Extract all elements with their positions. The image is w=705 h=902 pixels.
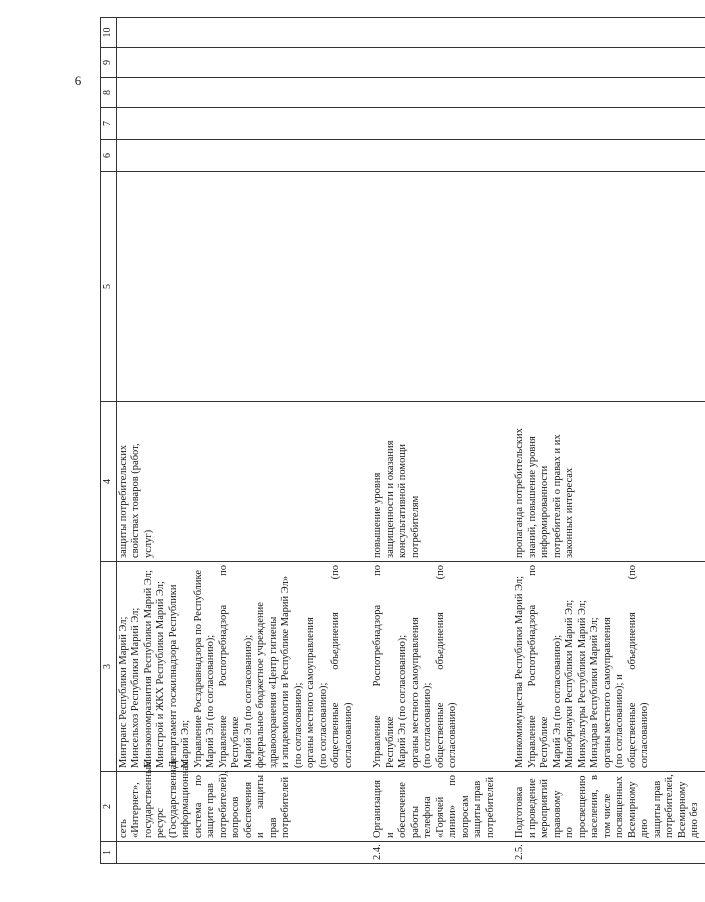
text-line: общественные объединения (по согласованию) <box>434 565 458 768</box>
text-line: просвещению <box>576 775 588 838</box>
result-cell <box>116 402 358 562</box>
text-line: Всемирному дню без <box>676 781 700 838</box>
empty-cell-col-5 <box>500 172 705 402</box>
row-number-cell <box>500 842 705 864</box>
text-line: Минздрав Республики Марий Эл; <box>589 617 600 768</box>
text-line: законных интересах <box>564 467 575 558</box>
empty-cell-col-5 <box>116 172 358 402</box>
empty-cell-col-10 <box>500 18 705 48</box>
col-header-6: 6 <box>101 140 117 172</box>
page-number: 6 <box>74 72 82 88</box>
empty-cell-col-9 <box>116 48 358 78</box>
text-line: защищенности и оказания <box>384 440 396 558</box>
table-row <box>116 18 358 864</box>
empty-cell-col-9 <box>358 48 500 78</box>
event-cell <box>358 772 500 842</box>
text-line: защиты потребительских <box>117 444 129 558</box>
text-line: (Государственная <box>167 759 179 838</box>
empty-cell-col-8 <box>116 78 358 108</box>
text-line: (по согласованию); <box>422 682 433 768</box>
text-line: Минтранс Республики Марий Эл; <box>117 616 129 768</box>
empty-cell-col-7 <box>116 108 358 140</box>
empty-cell-col-9 <box>500 48 705 78</box>
measures-table <box>100 17 705 864</box>
empty-cell-col-7 <box>500 108 705 140</box>
text-line: Минсельхоз Республики Марий Эл; <box>130 607 141 768</box>
text-line: (по согласованию); <box>292 682 304 768</box>
text-line: органы местного самоуправления <box>601 617 613 768</box>
text-line: (по согласованию); и <box>614 674 625 768</box>
row-number-cell <box>116 842 358 864</box>
text-line: потребителей о правах и их <box>551 434 563 558</box>
text-line: Всемирному дню <box>626 781 650 838</box>
text-line: по <box>564 827 575 838</box>
col-header-1: 1 <box>101 842 117 864</box>
text-line: Минобрнауки Республики Марий Эл; <box>564 599 575 768</box>
col-header-4: 4 <box>101 402 117 562</box>
text-line: вопросов обеспечения <box>230 781 254 838</box>
row-number: 2.5. <box>514 844 525 860</box>
text-line: пропаганда потребительских <box>514 428 525 558</box>
text-line: Департамент госжилнадзора Республики <box>167 584 179 768</box>
table-row <box>358 18 500 864</box>
empty-cell-col-10 <box>358 18 500 48</box>
text-line: информационная <box>180 761 191 838</box>
col-header-10: 10 <box>101 18 117 48</box>
empty-cell-col-6 <box>358 140 500 172</box>
empty-cell-col-8 <box>500 78 705 108</box>
text-line: консультативной помощи <box>397 443 408 558</box>
text-line: Организация <box>372 780 383 838</box>
text-line: (по согласованию); <box>317 682 329 768</box>
text-line: потребителей), <box>217 770 229 838</box>
text-line: знаний, повышение уровня <box>526 436 538 558</box>
text-line: ресурс <box>155 808 166 838</box>
text-line: услуг) <box>142 529 154 558</box>
executors-cell <box>500 562 705 772</box>
text-line: государственный <box>142 761 154 838</box>
text-line: общественные объединения (по согласованию) <box>330 565 354 768</box>
text-line: мероприятий правовому <box>539 779 563 838</box>
text-line: защиты прав <box>651 780 663 838</box>
text-line: и проведение <box>526 778 538 838</box>
text-line: Марий Эл (по согласованию); <box>551 634 563 768</box>
text-line: линии» по вопросам <box>447 775 471 838</box>
executors-cell <box>358 562 500 772</box>
table-row <box>500 18 705 864</box>
text-line: органы местного самоуправления <box>409 617 421 768</box>
text-line: Управление Росздравнадзора по Республике <box>192 569 204 768</box>
text-line: потребителей <box>484 776 496 838</box>
text-line: общественные объединения (по согласованию) <box>626 565 650 768</box>
col-header-9: 9 <box>101 48 117 78</box>
empty-cell-col-6 <box>500 140 705 172</box>
text-line: органы местного самоуправления <box>305 617 316 768</box>
text-line: свойствах товаров (работ, <box>130 443 141 558</box>
text-line: телефона «Горячей <box>422 796 446 838</box>
event-cell <box>116 759 358 842</box>
col-header-7: 7 <box>101 108 117 140</box>
result-cell <box>500 402 705 562</box>
text-line: и обеспечение работы <box>384 782 421 838</box>
text-line: Марий Эл (по согласованию); <box>397 634 408 768</box>
text-line: Управление Роспотребнадзора по Республике <box>372 565 396 768</box>
text-line: Минкультуры Республики Марий Эл; <box>576 600 588 768</box>
text-line: система по защите прав <box>192 775 216 838</box>
text-line: информированности <box>539 465 550 558</box>
column-number-row <box>101 18 117 864</box>
text-line: повышение уровня <box>372 472 383 558</box>
col-header-5: 5 <box>101 172 117 402</box>
row-number: 2.4. <box>372 844 383 860</box>
col-header-2: 2 <box>101 772 117 842</box>
text-line: федеральное бюджетное учреждение <box>255 602 266 768</box>
text-line: Минстрой и ЖКХ Республики Марий Эл; <box>155 581 166 768</box>
executors-cell <box>116 562 358 772</box>
text-line: сеть «Интернет», <box>117 782 141 838</box>
empty-cell-col-10 <box>116 18 358 48</box>
text-line: населения, в том числе <box>589 775 613 838</box>
text-line: Марий Эл (по согласованию); <box>242 634 254 768</box>
text-line: и защиты прав <box>255 775 279 838</box>
text-line: потребителям <box>409 495 421 558</box>
empty-cell-col-5 <box>358 172 500 402</box>
text-line: здравоохранения «Центр гигиены <box>267 616 279 768</box>
empty-cell-col-7 <box>358 108 500 140</box>
text-line: Подготовка <box>514 786 525 838</box>
empty-cell-col-8 <box>358 78 500 108</box>
event-cell <box>500 772 705 842</box>
text-line: потребителей, <box>664 774 675 838</box>
text-line: потребителей <box>280 776 291 838</box>
empty-cell-col-6 <box>116 140 358 172</box>
text-line: Управление Роспотребнадзора по Республике <box>217 565 241 768</box>
text-line: Минэкономразвития Республики Марий Эл; <box>142 570 154 768</box>
text-line: посвященных <box>614 776 625 838</box>
text-line: Марий Эл; <box>180 719 191 768</box>
text-line: Марий Эл (по согласованию); <box>205 634 216 768</box>
col-header-3: 3 <box>101 562 117 772</box>
text-line: Минкомимущества Республики Марий Эл; <box>514 575 525 768</box>
text-line: Управление Роспотребнадзора по Республике <box>526 565 550 768</box>
result-cell <box>358 402 500 562</box>
col-header-8: 8 <box>101 78 117 108</box>
row-number-cell <box>358 842 500 864</box>
text-line: защиты прав <box>472 780 483 838</box>
text-line: и эпидемиологии в Республике Марий Эл» <box>280 575 291 768</box>
